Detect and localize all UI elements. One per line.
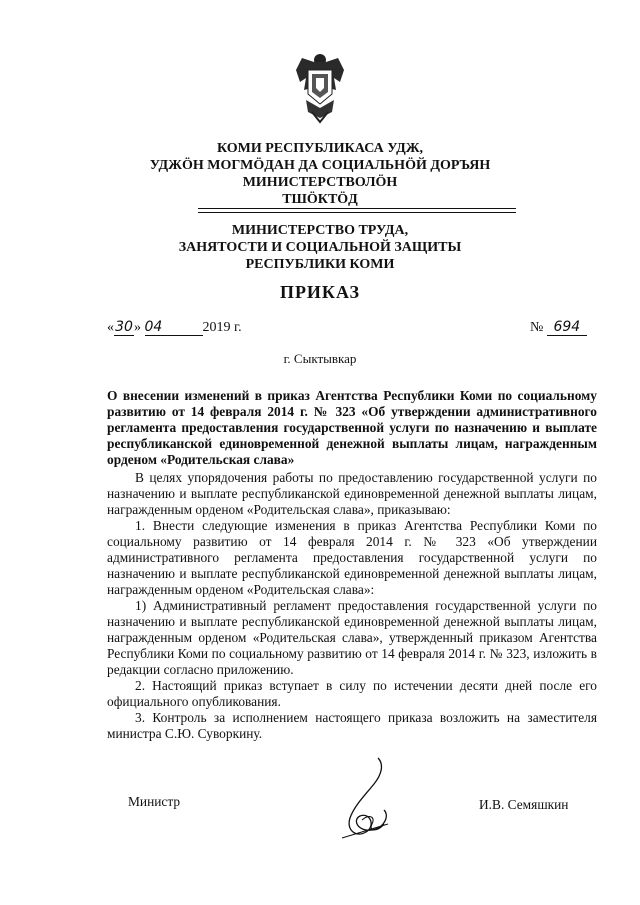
header-divider-top <box>198 208 516 209</box>
number-value: 694 <box>547 319 587 336</box>
order-date <box>107 319 242 336</box>
number-prefix: № <box>530 320 544 335</box>
signatory-name: И.В. Семяшкин <box>479 797 569 812</box>
header-komi <box>0 140 640 208</box>
coat-of-arms-emblem <box>292 48 348 124</box>
header-ru-line3: РЕСПУБЛИКИ КОМИ <box>245 257 395 272</box>
body-intro: В целях упорядочения работы по предоставлению государственной услуги по назначению и выплате республиканской единовременной денежной выплаты лицам, награжденным орденом «Родительская слава», приказываю: <box>107 470 597 517</box>
body-item-1: 1. Внести следующие изменения в приказ Агентства Республики Коми по социальному развитию от 14 февраля 2014 г. № 323 «Об утверждении административного регламента предоставления государственной услуги по назначению и выплате республиканской единовременной денежной выплаты лицам, награжденным орденом «Родительская слава»: <box>107 518 597 597</box>
order-title: ПРИКАЗ <box>279 282 361 302</box>
header-komi-line4: ТШӦКТӦД <box>282 192 358 207</box>
date-year: 2019 г. <box>202 320 242 335</box>
header-ru-line1: МИНИСТЕРСТВО ТРУДА, <box>231 223 409 238</box>
header-ru-line2: ЗАНЯТОСТИ И СОЦИАЛЬНОЙ ЗАЩИТЫ <box>178 240 462 255</box>
order-body <box>107 470 597 742</box>
body-item-1-1: 1) Административный регламент предоставления государственной услуги по назначению и выплате республиканской единовременной денежной выплаты лицам, награжденным орденом «Родительская слава», утвержденный приказом Агентства Республики Коми по социальному развитию от 14 февраля 2014 г. № 323, изложить в редакции согласно приложению. <box>107 598 597 677</box>
header-russian <box>0 222 640 273</box>
body-item-3: 3. Контроль за исполнением настоящего приказа возложить на заместителя министра С.Ю. Суворкину. <box>107 710 597 741</box>
order-subject: О внесении изменений в приказ Агентства Республики Коми по социальному развитию от 14 февраля 2014 г. № 323 «Об утверждении административного регламента предоставления государственной услуги по назначению и выплате республиканской единовременной денежной выплаты лицам, награжденным орденом «Родительская слава» <box>107 388 597 467</box>
header-komi-line2: УДЖӦН МОГМӦДАН ДА СОЦИАЛЬНӦЙ ДОРЪЯН <box>149 158 491 173</box>
date-close-quote: » <box>134 320 141 335</box>
header-komi-line1: КОМИ РЕСПУБЛИКАСА УДЖ, <box>216 141 424 156</box>
date-open-quote: « <box>107 320 114 335</box>
date-month: 04 <box>145 319 203 336</box>
signatory-role: Министр <box>128 794 181 809</box>
place-of-issue: г. Сыктывкар <box>283 351 357 366</box>
body-item-2: 2. Настоящий приказ вступает в силу по истечении десяти дней после его официального опубликования. <box>107 678 597 709</box>
handwritten-signature <box>332 754 402 844</box>
order-number <box>530 319 587 336</box>
header-divider-bottom <box>198 212 516 213</box>
date-day: 30 <box>115 319 133 335</box>
header-komi-line3: МИНИСТЕРСТВОЛӦН <box>242 175 398 190</box>
